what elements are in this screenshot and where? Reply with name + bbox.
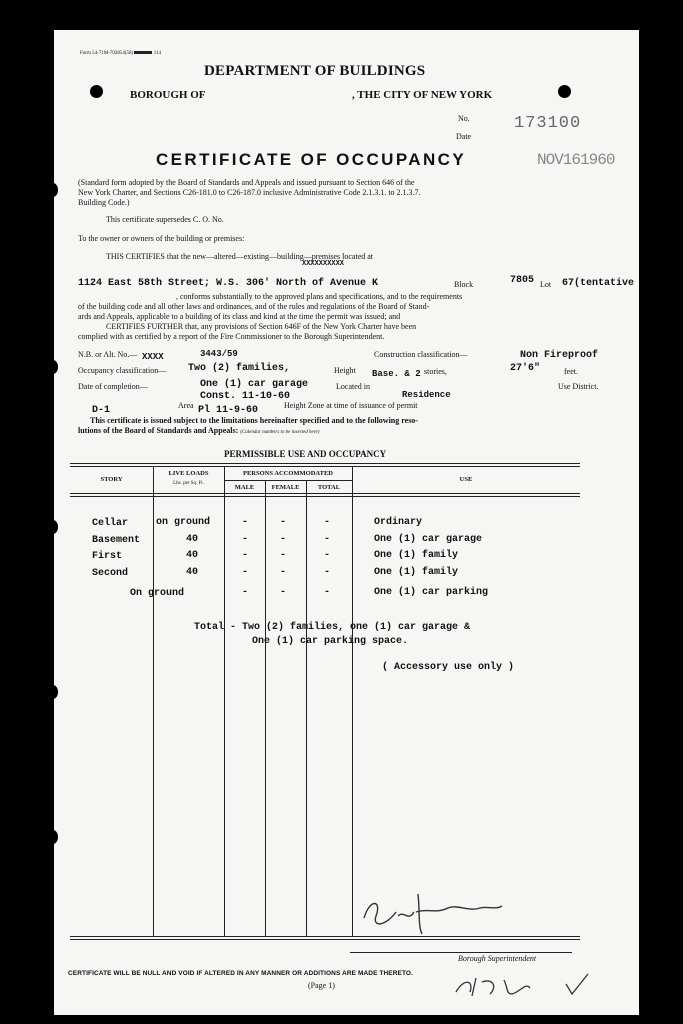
located-label: Located in [336, 382, 370, 391]
no-label: No. [458, 114, 470, 123]
row-story: On ground [130, 588, 185, 599]
use-district-label: Use District. [558, 382, 599, 391]
binder-notch [54, 520, 58, 534]
row-total: - [324, 587, 331, 598]
row-male: - [242, 517, 249, 528]
stories-label: stories, [424, 367, 447, 376]
date-label: Date [456, 132, 472, 141]
row-use: One (1) car garage [374, 534, 483, 545]
header-use: USE [459, 476, 473, 483]
completion-value: Const. 11-10-60 [200, 391, 291, 402]
punch-hole-right [558, 85, 571, 98]
row-female: - [280, 587, 287, 598]
row-total: - [324, 567, 331, 578]
header-story: STORY [100, 476, 123, 483]
row-male: - [242, 550, 249, 561]
header-male: MALE [234, 484, 255, 491]
form-mark-icon [134, 51, 152, 54]
null-void-notice: CERTIFICATE WILL BE NULL AND VOID IF ALTERED IN ANY MANNER OR ADDITIONS ARE MADE THERETO. [68, 970, 413, 977]
row-live-load: 40 [186, 534, 199, 545]
punch-hole-left [90, 85, 103, 98]
owner-text: To the owner or owners of the building or premises: [78, 234, 245, 243]
department-heading: DEPARTMENT OF BUILDINGS [204, 63, 426, 79]
row-use: One (1) family [374, 550, 459, 561]
row-use: Ordinary [374, 517, 423, 528]
row-total: - [324, 550, 331, 561]
binder-notch [54, 685, 58, 699]
row-female: - [280, 567, 287, 578]
feet-label: feet. [564, 367, 578, 376]
borough-label: BOROUGH OF [130, 89, 206, 101]
address-value: 1124 East 58th Street; W.S. 306' North of Avenue K [78, 278, 379, 289]
height-zone-label: Height Zone at time of issuance of permit [284, 401, 418, 410]
row-live-load: on ground [156, 517, 211, 528]
superintendent-signature-icon [356, 882, 506, 936]
header-total: TOTAL [317, 484, 341, 491]
row-use: One (1) car parking [374, 587, 489, 598]
row-female: - [280, 534, 287, 545]
nb-number: 3443/59 [200, 349, 238, 359]
block-value: 7805 [510, 275, 535, 286]
nb-label: N.B. or Alt. No.— [78, 350, 138, 359]
certificate-title: CERTIFICATE OF OCCUPANCY [156, 150, 467, 169]
date-stamp: NOV161960 [537, 151, 615, 169]
row-total: - [324, 517, 331, 528]
total-line-2: One (1) car parking space. [252, 636, 409, 647]
limitations-text: This certificate is issued subject to the limitations hereinafter specified and to the following reso- lutions of the Board of Standards and Appeals: (Calendar numbers to be inserted here) [78, 416, 418, 435]
superintendent-label: Borough Superintendent [458, 954, 537, 963]
row-story: Cellar [92, 518, 129, 529]
total-line-1: Total - Two (2) families, one (1) car garage & [194, 622, 471, 633]
binder-notch [54, 830, 58, 844]
lot-label: Lot [540, 280, 552, 289]
construction-value: Non Fireproof [520, 350, 599, 361]
header-persons: PERSONS ACCOMMODATED [243, 470, 333, 477]
row-live-load: 40 [186, 550, 199, 561]
initials-signature-icon [446, 970, 606, 1000]
calendar-note: (Calendar numbers to be inserted here) [240, 430, 320, 435]
block-label: Block [454, 280, 474, 289]
city-label: , THE CITY OF NEW YORK [352, 89, 493, 101]
completion-label: Date of completion— [78, 382, 148, 391]
standard-form-text: (Standard form adopted by the Board of Standards and Appeals and issued pursuant to Section 646 of the New York Charter, and Sections C26-181.0 to C26-187.0 inclusive Administrative Code 2.1.3.1. to 2.1.3.7. Building Code.) [78, 178, 421, 207]
row-use: One (1) family [374, 567, 459, 578]
row-total: - [324, 534, 331, 545]
row-female: - [280, 550, 287, 561]
certificate-number: 173100 [514, 114, 582, 133]
pl-value: Pl 11-9-60 [198, 405, 259, 416]
use-district-value: Residence [402, 390, 451, 400]
strike-marks: XXXXXXXXXX [302, 260, 345, 268]
row-story: Second [92, 568, 129, 579]
row-male: - [242, 534, 249, 545]
row-story: Basement [92, 535, 141, 546]
supersedes-text: This certificate supersedes C. O. No. [106, 215, 224, 224]
header-female: FEMALE [271, 484, 300, 491]
occupancy-value: Two (2) families, [188, 363, 291, 374]
binder-notch [54, 183, 58, 197]
binder-notch [54, 360, 58, 374]
header-live-loads-unit: Lbs. per Sq. Ft. [173, 481, 204, 486]
form-number: Form 54-71M-702854(58) 114 [80, 51, 162, 56]
occupancy-value-2: One (1) car garage [200, 379, 309, 390]
accessory-note: ( Accessory use only ) [382, 662, 515, 673]
stories-value: Base. & 2 [372, 369, 421, 379]
table-title: PERMISSIBLE USE AND OCCUPANCY [224, 449, 387, 459]
row-female: - [280, 517, 287, 528]
row-male: - [242, 587, 249, 598]
occupancy-label: Occupancy classification— [78, 366, 167, 375]
certifies-text: THIS CERTIFIES that the new—altered—existing—building—premises located at [106, 252, 374, 261]
conformance-text: , conforms substantially to the approved plans and specifications, and to the requirements of the building code and all other laws and ordinances, and of the rules and regulations of the Board of Stand- ards and Appeals, applicable to a building of its class and kind at the time the permit was issued; and CERTIFIES FURTHER that, any provisions of Section 646F of the New York Charter have been complied with as certified by a report of the Fire Commissioner to the Borough Superintendent. [78, 292, 463, 341]
construction-label: Construction classification— [374, 350, 468, 359]
area-value: D-1 [92, 405, 111, 416]
feet-value: 27'6" [510, 363, 541, 374]
row-story: First [92, 551, 123, 562]
row-male: - [242, 567, 249, 578]
header-live-loads: LIVE LOADS [168, 470, 209, 477]
page-label: (Page 1) [308, 981, 335, 990]
row-live-load: 40 [186, 567, 199, 578]
certificate-page [54, 30, 639, 1015]
nb-prefix: XXXX [142, 352, 164, 362]
height-label: Height [334, 366, 356, 375]
lot-value: 67(tentative [562, 278, 635, 289]
area-label: Area [178, 401, 194, 410]
